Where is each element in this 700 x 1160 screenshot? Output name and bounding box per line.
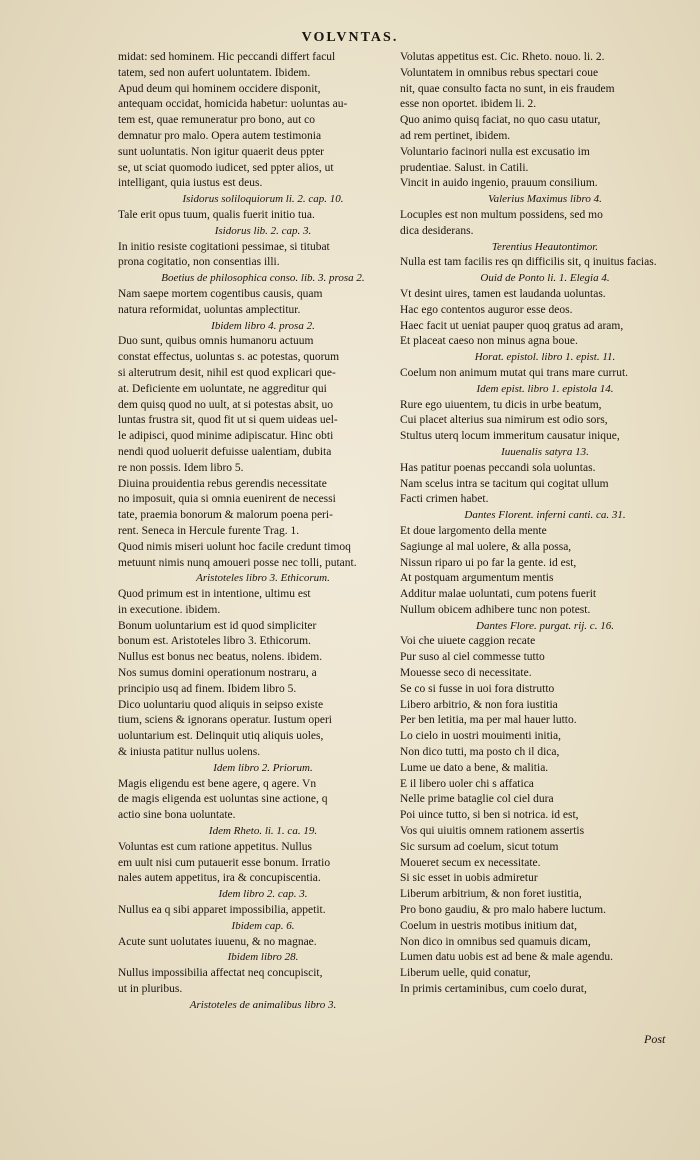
text-line: Iuuenalis satyra 13. (501, 445, 589, 458)
text-line: Aristoteles libro 3. Ethicorum. (196, 572, 330, 585)
text-line: Magis eligendu est bene agere, q agere. Vn (118, 777, 317, 790)
text-line: re non possis. Idem libro 5. (118, 461, 244, 474)
text-line: Stultus uterq locum immeritum causatur inique, (400, 430, 620, 443)
text-line: ad rem pertinet, ibidem. (400, 129, 511, 142)
text-line: Voluntas est cum ratione appetitus. Nullus (118, 840, 312, 853)
text-line: Non dico in omnibus sed quamuis dicam, (400, 935, 591, 948)
text-line: Nam scelus intra se tacitum qui cogitat ullum (400, 477, 609, 490)
text-line: Pur suso al ciel commesse tutto (400, 651, 545, 664)
text-line: actio sine bona uoluntate. (118, 809, 236, 822)
catchword: Post (644, 1032, 666, 1046)
text-line: In primis certaminibus, cum coelo durat, (400, 983, 587, 996)
text-line: Coelum in uestris motibus initium dat, (400, 919, 577, 932)
text-line: Poi uince tutto, si ben si notrica. id est, (400, 809, 579, 822)
text-line: Sagiunge al mal uolere, & alla possa, (400, 540, 572, 553)
text-line: bonum est. Aristoteles libro 3. Ethicorum. (118, 635, 311, 648)
text-line: rent. Seneca in Hercule furente Trag. 1. (118, 524, 300, 537)
text-line: Nam saepe mortem cogentibus causis, quam (118, 287, 323, 300)
text-line: Tale erit opus tuum, qualis fuerit initio tua. (118, 208, 315, 221)
text-line: Cui placet alterius sua nimirum est odio sors, (400, 414, 608, 427)
text-line: Lume ue dato a bene, & malitia. (400, 761, 549, 774)
text-line: Dantes Florent. inferni canti. ca. 31. (464, 509, 626, 522)
text-line: Voluntatem in omnibus rebus spectari coue (400, 66, 599, 79)
text-line: principio usq ad finem. Ibidem libro 5. (118, 682, 297, 695)
text-line: Horat. epistol. libro 1. epist. 11. (474, 351, 616, 364)
text-line: Nullum obicem adhibere tunc non potest. (400, 603, 591, 616)
text-line: de magis eligenda est uoluntas sine actione, q (118, 793, 328, 806)
text-line: midat: sed hominem. Hic peccandi differt facul (118, 51, 336, 63)
text-line: Valerius Maximus libro 4. (488, 193, 602, 206)
text-line: tate, praemia bonorum & malorum poena peri- (118, 509, 333, 522)
text-line: Coelum non animum mutat qui trans mare currut. (400, 366, 629, 379)
text-line: Ibidem libro 4. prosa 2. (211, 319, 315, 332)
text-line: Nullus ea q sibi apparet impossibilia, appetit. (118, 904, 326, 917)
text-line: Idem libro 2. cap. 3. (218, 888, 308, 901)
text-line: in executione. ibidem. (118, 603, 221, 616)
text-line: Se co si fusse in uoi fora distrutto (400, 682, 555, 695)
text-line: Et placeat caeso non minus agna boue. (400, 335, 578, 348)
text-line: sunt uoluntatis. Non igitur quaerit deus ppter (118, 145, 325, 158)
text-line: at. Deficiente em uoluntate, ne aggreditur qui (118, 382, 327, 395)
text-line: Acute sunt uolutates iuuenu, & no magnae. (118, 935, 317, 948)
text-line: Nullus est bonus nec beatus, nolens. ibidem. (118, 651, 323, 664)
text-line: ut in pluribus. (118, 983, 183, 996)
text-line: se, ut sciat quomodo iudicet, sed ppter alios, ut (118, 161, 334, 174)
text-line: constat effectus, uoluntas s. ac potestas, quorum (118, 351, 340, 364)
text-line: At postquam argumentum mentis (400, 572, 554, 585)
text-line: Moueret secum ex necessitate. (400, 856, 541, 869)
text-line: prona cogitatio, non consentias illi. (118, 256, 280, 269)
text-line: Vt desint uires, tamen est laudanda uoluntas. (400, 287, 606, 300)
text-line: demnatur pro malo. Opera autem testimonia (118, 129, 322, 142)
text-line: intelligant, quia iustus est deus. (118, 177, 263, 190)
text-line: Per ben letitia, ma per mal hauer lutto. (400, 714, 577, 727)
text-line: Si sic esset in uobis admiretur (400, 872, 538, 885)
text-line: Lumen datu uobis est ad bene & male agendu. (400, 951, 614, 964)
text-line: Non dico tutti, ma posto ch il dica, (400, 746, 560, 759)
text-line: Facti crimen habet. (400, 493, 489, 506)
text-line: Bonum uoluntarium est id quod simpliciter (118, 619, 317, 632)
text-line: Idem epist. libro 1. epistola 14. (476, 382, 614, 395)
running-title: VOLVNTAS. (301, 30, 399, 45)
text-line: esse non oportet. ibidem li. 2. (400, 98, 537, 111)
text-line: Ibidem cap. 6. (231, 919, 295, 932)
text-line: E il libero uoler chi s affatica (400, 777, 534, 790)
text-line: Volutas appetitus est. Cic. Rheto. nouo. li. 2. (400, 51, 605, 63)
text-line: Voluntario facinori nulla est excusatio im (400, 145, 590, 158)
text-line: Liberum arbitrium, & non foret iustitia, (400, 888, 582, 901)
text-line: Libero arbitrio, & non fora iustitia (400, 698, 558, 711)
text-line: tem est, quae remuneratur pro bono, aut co (118, 114, 316, 127)
text-line: Quod nimis miseri uolunt hoc facile credunt timoq (118, 540, 351, 553)
text-line: Aristoteles de animalibus libro 3. (189, 998, 337, 1011)
text-line: tatem, sed non aufert uoluntatem. Ibidem. (118, 66, 311, 79)
text-line: antequam occidat, homicida habetur: uoluntas au- (118, 98, 348, 111)
text-line: natura reformidat, uoluntas amplectitur. (118, 303, 301, 316)
text-line: Lo cielo in uostri mouimenti initia, (400, 730, 561, 743)
text-line: Idem Rheto. li. 1. ca. 19. (208, 825, 318, 838)
text-line: Isidorus soliloquiorum li. 2. cap. 10. (182, 193, 344, 206)
text-line: & iniusta patitur nullus uolens. (118, 746, 261, 759)
text-line: Vos qui uiuitis omnem rationem assertis (400, 825, 585, 838)
text-line: Sic sursum ad coelum, sicut totum (400, 840, 559, 853)
text-line: Isidorus lib. 2. cap. 3. (214, 224, 312, 237)
text-line: Dantes Flore. purgat. rij. c. 16. (476, 619, 614, 632)
text-line: Quo animo quisq faciat, no quo casu utatur, (400, 114, 601, 127)
right-column (400, 50, 690, 998)
left-column (118, 50, 408, 1014)
text-line: Terentius Heautontimor. (491, 240, 599, 253)
text-line: le adipisci, quod minime adipiscatur. Hinc obti (118, 430, 334, 443)
text-line: nendi quod uoluerit defuisse ualentiam, dubita (118, 445, 332, 458)
text-line: dem quisq quod no uult, at si potestas absit, uo (118, 398, 333, 411)
text-line: Liberum uelle, quid conatur, (400, 967, 531, 980)
text-line: Nelle prime bataglie col ciel dura (400, 793, 554, 806)
text-line: no imposuit, quia si omnia euenirent de necessi (118, 493, 336, 506)
text-line: em uult nisi cum putauerit esse bonum. Irratio (118, 856, 331, 869)
text-line: Nullus impossibilia affectat neq concupiscit, (118, 967, 323, 980)
text-line: si alterutrum desit, nihil est quod explicari que- (118, 366, 336, 379)
text-line: In initio resiste cogitationi pessimae, si titubat (118, 240, 330, 253)
text-line: Additur malae uoluntati, cum potens fuerit (400, 588, 597, 601)
text-line: nit, quae consulto facta no sunt, in eis fraudem (400, 82, 615, 95)
text-line: Duo sunt, quibus omnis humanoru actuum (118, 335, 314, 348)
text-line: Ibidem libro 28. (227, 951, 299, 964)
text-line: Apud deum qui hominem occidere disponit, (118, 82, 321, 95)
text-line: Has patitur poenas peccandi sola uoluntas. (400, 461, 596, 474)
text-line: Hac ego contentos auguror esse deos. (400, 303, 573, 316)
text-line: luntas frustra sit, quod fit ut si quem uideas uel- (118, 414, 338, 427)
text-line: dica desiderans. (400, 224, 474, 237)
text-line: Ouid de Ponto li. 1. Elegia 4. (480, 272, 610, 285)
text-line: Boetius de philosophica conso. lib. 3. prosa 2. (161, 272, 365, 285)
text-line: metuunt nimis nunq amoueri posse nec tolli, putant. (118, 556, 357, 569)
text-line: Et doue largomento della mente (400, 524, 547, 537)
text-line: Diuina prouidentia rebus gerendis necessitate (118, 477, 327, 490)
text-line: Voi che uiuete caggion recate (400, 635, 536, 648)
text-line: prudentiae. Salust. in Catili. (400, 161, 529, 174)
text-line: Nissun riparo ui po far la gente. id est, (400, 556, 577, 569)
text-line: Vincit in auido ingenio, prauum consilium. (400, 177, 598, 190)
text-line: Nulla est tam facilis res qn difficilis sit, q inuitus facias. (400, 256, 657, 269)
text-line: Nos sumus domini operationum nostraru, a (118, 667, 317, 680)
text-line: Quod primum est in intentione, ultimu est (118, 588, 311, 601)
text-line: Pro bono gaudiu, & pro malo habere luctum. (400, 904, 607, 917)
text-line: Mouesse seco di necessitate. (400, 667, 532, 680)
text-line: Idem libro 2. Priorum. (213, 761, 313, 774)
text-line: Rure ego uiuentem, tu dicis in urbe beatum, (400, 398, 602, 411)
text-line: uoluntarium est. Delinquit utiq aliquis uoles, (118, 730, 324, 743)
text-line: nales autem appetitus, ira & concupiscentia. (118, 872, 321, 885)
text-line: Haec facit ut ueniat pauper quoq gratus ad aram, (400, 319, 624, 332)
text-line: Locuples est non multum possidens, sed mo (400, 208, 603, 221)
text-line: Dico uoluntariu quod aliquis in seipso existe (118, 698, 324, 711)
text-line: tium, sciens & ignorans operatur. Iustum operi (118, 714, 332, 727)
